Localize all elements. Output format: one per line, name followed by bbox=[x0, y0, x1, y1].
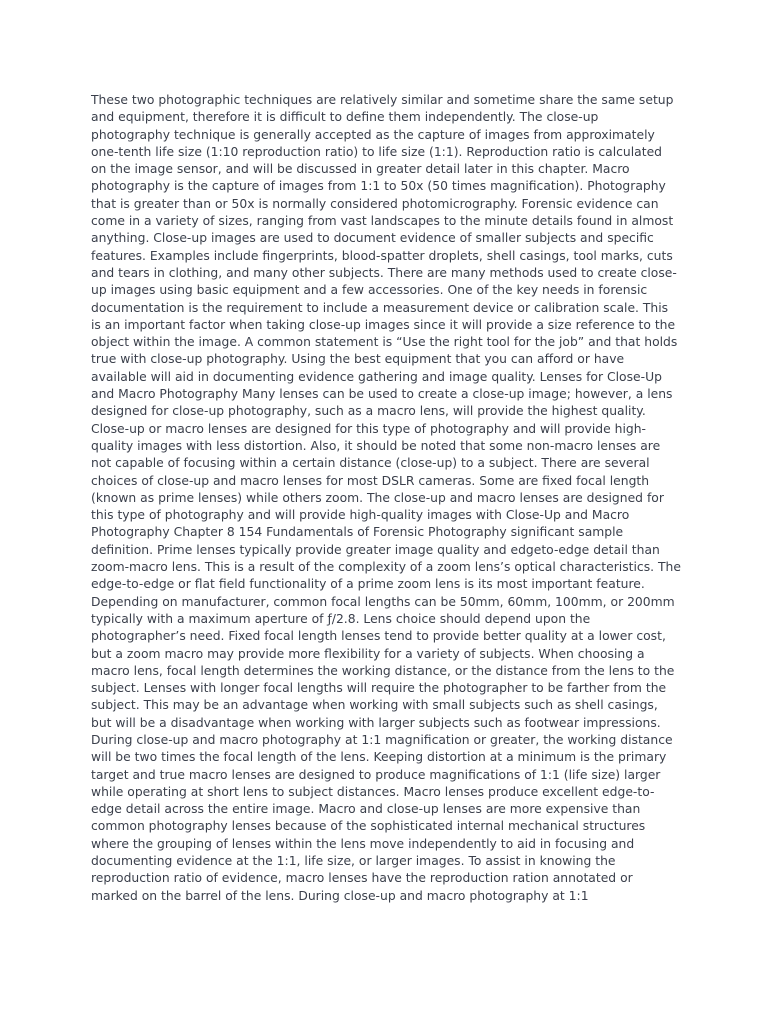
body-paragraph: These two photographic techniques are relatively similar and sometime share the same setup and equipment, therefore it is difficult to define them independently. The close-up photography technique is generally accepted as the capture of images from approximately one-tenth life size (1:10 reproduction ratio) to life size (1:1). Reproduction ratio is calculated on the image sensor, and will be discussed in greater detail later in this chapter. Macro photography is the capture of images from 1:1 to 50x (50 times magnification). Photography that is greater than or 50x is normally considered photomicrography. Forensic evidence can come in a variety of sizes, ranging from vast landscapes to the minute details found in almost anything. Close-up images are used to document evidence of smaller subjects and specific features. Examples include fingerprints, blood-spatter droplets, shell casings, tool marks, cuts and tears in clothing, and many other subjects. There are many methods used to create close-up images using basic equipment and a few accessories. One of the key needs in forensic documentation is the requirement to include a measurement device or calibration scale. This is an important factor when taking close-up images since it will provide a size reference to the object within the image. A common statement is “Use the right tool for the job” and that holds true with close-up photography. Using the best equipment that you can afford or have available will aid in documenting evidence gathering and image quality. Lenses for Close-Up and Macro Photography Many lenses can be used to create a close-up image; however, a lens designed for close-up photography, such as a macro lens, will provide the highest quality. Close-up or macro lenses are designed for this type of photography and will provide high-quality images with less distortion. Also, it should be noted that some non-macro lenses are not capable of focusing within a certain distance (close-up) to a subject. There are several choices of close-up and macro lenses for most DSLR cameras. Some are fixed focal length (known as prime lenses) while others zoom. The close-up and macro lenses are designed for this type of photography and will provide high-quality images with Close-Up and Macro Photography Chapter 8 154 Fundamentals of Forensic Photography significant sample definition. Prime lenses typically provide greater image quality and edgeto-edge detail than zoom-macro lens. This is a result of the complexity of a zoom lens’s optical characteristics. The edge-to-edge or flat field functionality of a prime zoom lens is its most important feature. Depending on manufacturer, common focal lengths can be 50mm, 60mm, 100mm, or 200mm typically with a maximum aperture of ƒ/2.8. Lens choice should depend upon the photographer’s need. Fixed focal length lenses tend to provide better quality at a lower cost, but a zoom macro may provide more flexibility for a variety of subjects. When choosing a macro lens, focal length determines the working distance, or the distance from the lens to the subject. Lenses with longer focal lengths will require the photographer to be farther from the subject. This may be an advantage when working with small subjects such as shell casings, but will be a disadvantage when working with larger subjects such as footwear impressions. During close-up and macro photography at 1:1 magnification or greater, the working distance will be two times the focal length of the lens. Keeping distortion at a minimum is the primary target and true macro lenses are designed to produce magnifications of 1:1 (life size) larger while operating at short lens to subject distances. Macro lenses produce excellent edge-to-edge detail across the entire image. Macro and close-up lenses are more expensive than common photography lenses because of the sophisticated internal mechanical structures where the grouping of lenses within the lens move independently to aid in focusing and documenting evidence at the 1:1, life size, or larger images. To assist in knowing the reproduction ratio of evidence, macro lenses have the reproduction ration annotated or marked on the barrel of the lens. During close-up and macro photography at 1:1 bbox=[91, 93, 681, 903]
